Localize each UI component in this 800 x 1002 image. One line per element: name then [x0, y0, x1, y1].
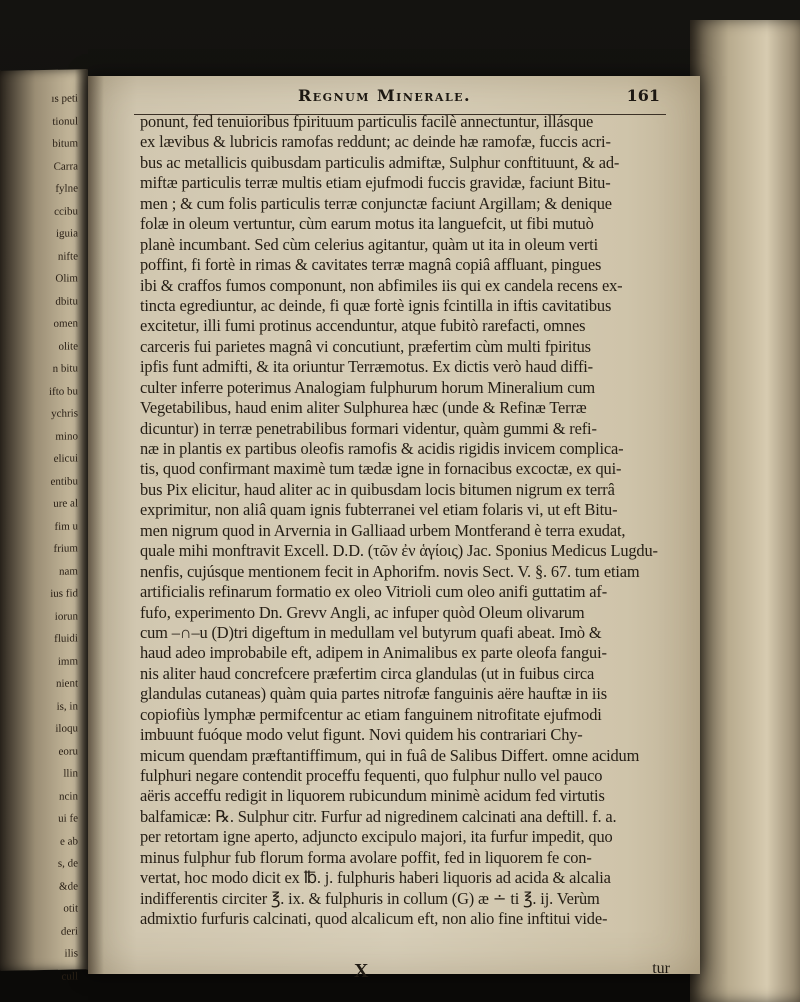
adjacent-fragment: &de — [59, 879, 78, 893]
text-line: glandulas cutaneas) quàm quia partes nitrofæ fanguinis aëre hauftæ in iis — [140, 684, 607, 704]
text-line: bus ac metallicis quibusdam particulis admiftæ, Sulphur conftituunt, & ad- — [140, 152, 620, 172]
adjacent-fragment: deri — [60, 924, 78, 938]
adjacent-fragment: nifte — [57, 249, 78, 263]
adjacent-fragment: nam — [59, 564, 78, 578]
adjacent-fragment: ıs peti — [51, 92, 78, 105]
running-head — [88, 82, 700, 112]
adjacent-fragment: tionul — [52, 114, 78, 128]
adjacent-fragment: s, de — [57, 857, 78, 870]
page-number: 161 — [626, 86, 660, 105]
text-line: næ in plantis ex partibus oleofis ramofis & acidis rigidis invicem complica- — [140, 439, 624, 458]
adjacent-fragment: e ab — [59, 834, 78, 848]
adjacent-fragment: ychris — [51, 407, 78, 420]
text-line: Vegetabilibus, haud enim aliter Sulphurea hæc (unde & Refinæ Terræ — [140, 398, 587, 418]
text-line: haud adeo improbabile eft, adipem in Animalibus ex parte oleofa fangui- — [140, 643, 607, 663]
adjacent-fragment: ncin — [59, 789, 78, 803]
text-line: ipfis funt admifti, & ita oriuntur Terræmotus. Ex dictis verò haud diffi- — [140, 357, 593, 377]
text-line: men nigrum quod in Arvernia in Galliaad urbem Montferand è terra exudat, — [140, 520, 626, 540]
adjacent-page-left — [0, 69, 88, 983]
adjacent-fragment: eoru — [58, 744, 78, 758]
adjacent-fragment: iorun — [54, 609, 78, 623]
text-line: minus fulphur fub florum forma avolare poffit, fed in liquorem fe con- — [140, 847, 592, 867]
adjacent-fragment: imm — [57, 654, 78, 668]
adjacent-fragment: ifto bu — [48, 384, 78, 398]
text-line: balfamicæ: ℞. Sulphur citr. Furfur ad nigredinem calcinati ana deftill. f. a. — [140, 806, 617, 826]
adjacent-fragment: cull — [61, 969, 78, 983]
text-line: cum –∩–u (D)tri digeftum in medullam vel butyrum quafi abeat. Imò & — [140, 622, 602, 642]
adjacent-fragment: ilis — [64, 947, 78, 960]
text-line: fufo, experimento Dn. Grevv Angli, ac infuper quòd Oleum olivarum — [140, 602, 585, 622]
adjacent-fragment: omen — [53, 317, 78, 330]
text-line: exprimitur, non aliâ quam ignis fubterranei vel etiam folaris vi, ut eft Bitu- — [140, 500, 618, 520]
adjacent-fragment: is, in — [56, 699, 78, 713]
adjacent-fragment: iloqu — [55, 722, 78, 735]
book-page — [88, 76, 700, 982]
text-line: quale mihi monftravit Excell. D.D. (τῶν ἐν ἁγίοις) Jac. Sponius Medicus Lugdu- — [140, 541, 658, 561]
text-line: per retortam igne aperto, adjuncto excipulo majori, ita furfur impedit, quo — [140, 827, 613, 847]
text-line: nenfis, cujúsque mentionem fecit in Aphorifm. novis Sect. V. §. 67. tum etiam — [140, 561, 640, 581]
body-text — [140, 112, 700, 930]
adjacent-fragment: olite — [58, 339, 78, 353]
adjacent-fragment: ccibu — [54, 204, 78, 218]
text-line: ponunt, fed tenuioribus fpirituum particulis facilè annectuntur, illásque — [140, 112, 594, 131]
catchword: tur — [652, 960, 670, 977]
adjacent-fragment: frium — [53, 542, 78, 555]
adjacent-fragment: iguia — [56, 227, 78, 240]
adjacent-fragment: fim u — [54, 519, 78, 533]
adjacent-fragment: fylne — [55, 182, 78, 195]
text-line: excitetur, illi fumi protinus accenduntur, atque fubitò rarefacti, omnes — [140, 316, 586, 336]
text-line: micum quendam præftantiffimum, qui in fuâ de Salibus Differt. omne acidum — [140, 745, 640, 765]
adjacent-fragment: otit — [63, 902, 78, 915]
adjacent-fragment: n bitu — [52, 362, 78, 375]
text-line: copiofiùs lymphæ permifcentur ac etiam fanguinem nitrofitate ejufmodi — [140, 704, 602, 724]
text-line: miftæ particulis terræ multis etiam ejufmodi fuccis gravidæ, faciunt Bitu- — [140, 173, 611, 193]
text-line: ex lævibus & lubricis ramofas reddunt; ac deinde hæ ramofæ, fuccis acri- — [140, 132, 611, 152]
text-line: tis, quod confirmant maximè tum tædæ igne in fornacibus excoctæ, ex qui- — [140, 459, 622, 479]
text-line: indifferentis circiter ℥. ix. & fulphuris in collum (G) æ ∸ ti ℥. ij. Verùm — [140, 888, 600, 908]
text-line: dicuntur) in terræ penetrabilibus formari videntur, quàm gummi & refi- — [140, 418, 597, 438]
adjacent-fragment: fluidi — [54, 632, 78, 645]
adjacent-fragment: elicui — [53, 452, 78, 465]
adjacent-fragment: mino — [55, 429, 78, 443]
text-line: imbuunt fuóque modo velut figunt. Novi quidem his contrariari Chy- — [140, 725, 583, 745]
adjacent-page-right-edge — [690, 20, 800, 1002]
text-line: planè incumbant. Sed cùm celerius agitantur, quàm ut ita in oleum verti — [140, 234, 598, 254]
adjacent-page-fragments — [0, 69, 88, 989]
text-line: culter inferre poterimus Analogiam fulphurum horum Mineralium cum — [140, 377, 595, 397]
text-line: ibi & craffos fumos componunt, non abfimiles iis qui ex candela recens ex- — [140, 275, 623, 295]
adjacent-fragment: ui fe — [58, 812, 78, 825]
signature-mark: X — [354, 960, 369, 982]
text-line: admixtio furfuris calcinati, quod alcalicum eft, non alio fine inftitui vide- — [140, 909, 608, 929]
text-line: men ; & cum folis particulis terræ conjunctæ faciunt Argillam; & denique — [140, 193, 612, 213]
text-line: poffint, fi fortè in rimas & cavitates terræ magnâ copiâ affluant, pingues — [140, 255, 602, 275]
text-line: vertat, hoc modo dicit ex ℔. j. fulphuris haberi liquoris ad acida & alcalia — [140, 868, 611, 888]
adjacent-fragment: ius fid — [50, 587, 78, 600]
gutter-shadow — [88, 76, 104, 974]
running-title: Regnum Minerale. — [298, 86, 472, 105]
text-line: nis aliter haud concrefcere præfertim circa glandulas (ut in fuibus circa — [140, 663, 595, 683]
text-line: folæ in oleum vertuntur, cùm earum motus ita languefcit, ut fibi mutuò — [140, 214, 594, 234]
adjacent-fragment: nient — [56, 677, 78, 690]
adjacent-fragment: ure al — [53, 497, 78, 510]
text-line: carceris fui parietes magnâ vi concutiunt, præfertim cùm multi fpiritus — [140, 336, 591, 356]
adjacent-fragment: bitum — [52, 137, 78, 150]
text-line: artificialis refinarum formatio ex oleo Vitrioli cum oleo anifi guttatim af- — [140, 582, 608, 602]
adjacent-fragment: Olim — [55, 272, 78, 285]
page-footer — [140, 960, 700, 990]
text-line: bus Pix elicitur, haud aliter ac in quibusdam locis bitumen nigrum ex terrâ — [140, 479, 615, 499]
adjacent-fragment: llin — [63, 767, 78, 780]
adjacent-fragment: Carra — [53, 159, 78, 173]
text-line: aëris acceffu redigit in liquorem rubicundum minimè acidum fed virtutis — [140, 786, 605, 806]
adjacent-fragment: dbitu — [55, 294, 78, 308]
text-line: fulphuri negare contendit proceffu fequenti, quo fulphur nullo vel pauco — [140, 766, 603, 785]
text-line: tincta egrediuntur, ac deinde, fi quæ fortè ignis fcintilla in iftis cavitatibus — [140, 295, 612, 315]
adjacent-fragment: entibu — [50, 474, 78, 488]
